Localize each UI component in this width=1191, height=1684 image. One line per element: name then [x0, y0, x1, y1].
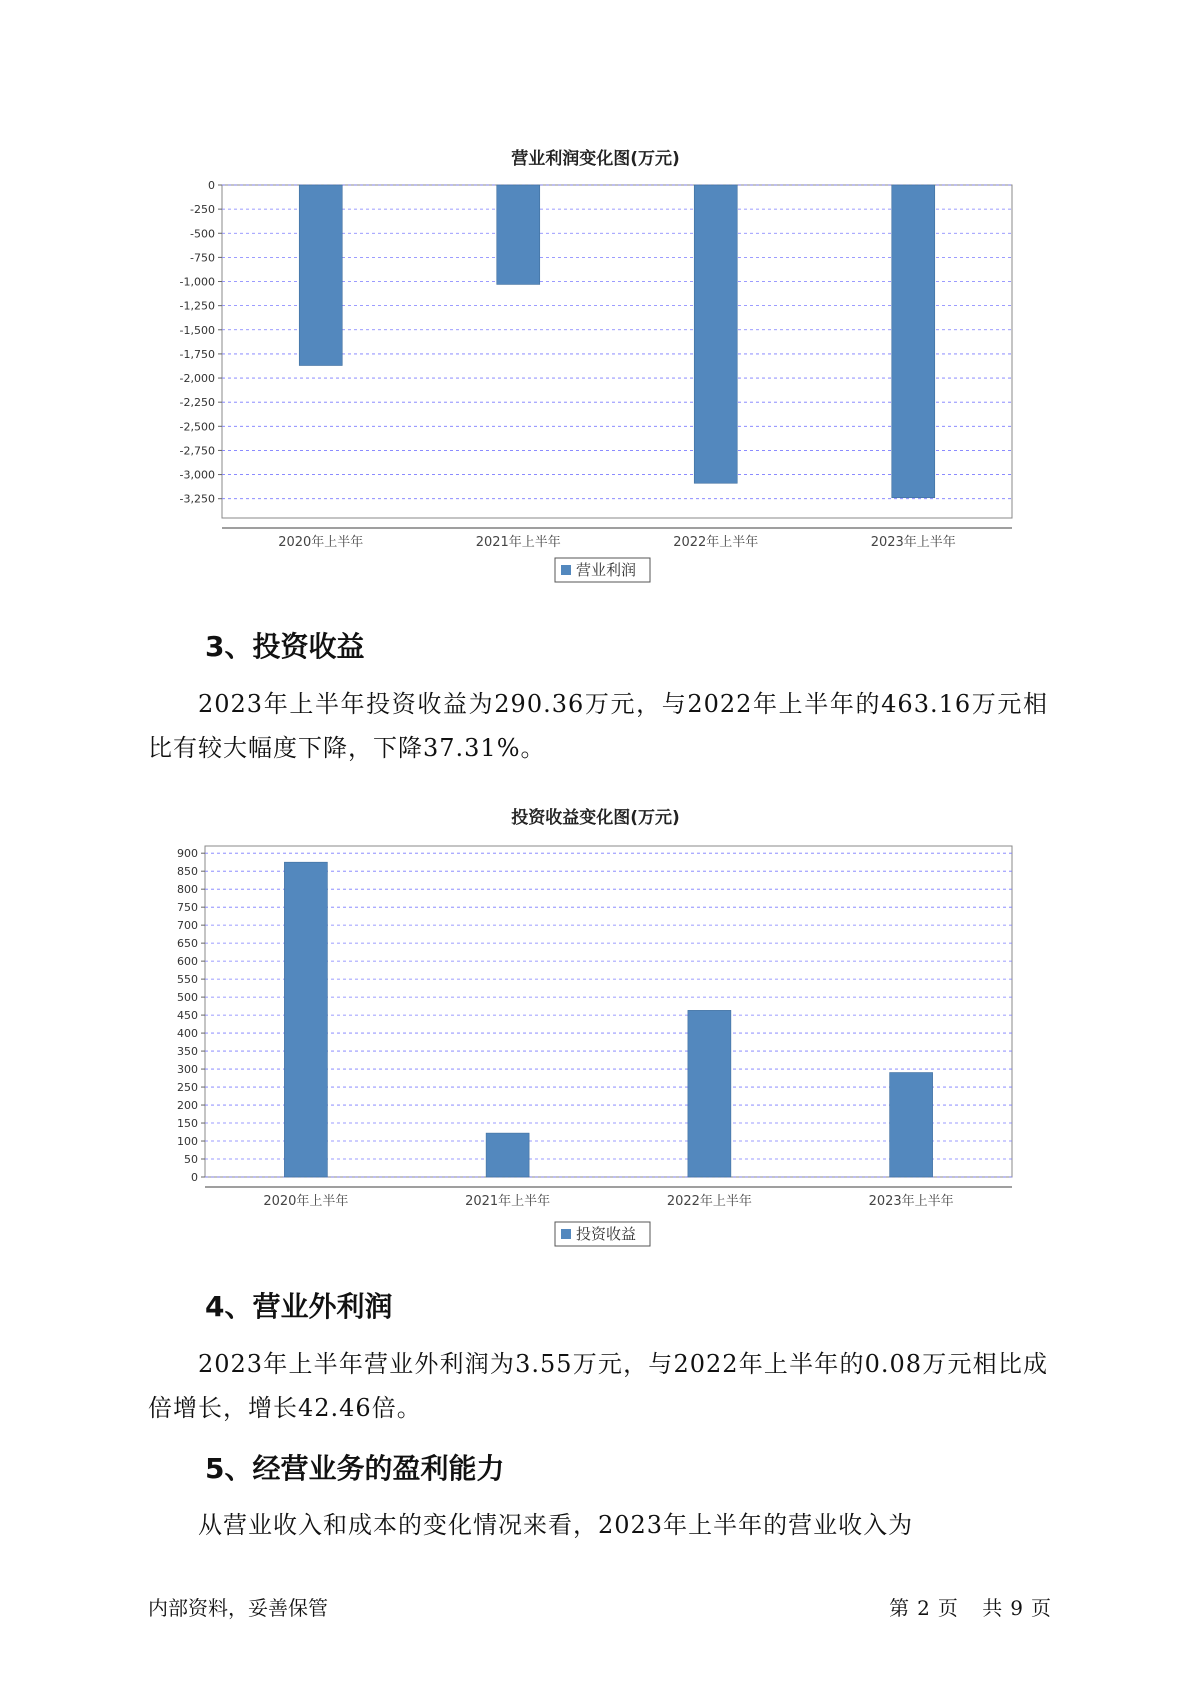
bar-1 — [299, 185, 342, 365]
x-tick-label: 2021年上半年 — [465, 1194, 551, 1209]
y-tick-label: 0 — [191, 1171, 198, 1184]
bar-2 — [486, 1133, 529, 1177]
y-tick-label: 850 — [177, 865, 198, 879]
y-tick-label: 750 — [177, 901, 198, 915]
heading-non-operating-profit: 4、营业外利润 — [205, 1290, 393, 1323]
y-tick-label: 100 — [177, 1135, 198, 1149]
legend — [555, 1222, 650, 1246]
y-tick-label: 300 — [177, 1063, 198, 1077]
paragraph-profitability — [148, 1503, 1048, 1547]
y-tick-label: 350 — [177, 1045, 198, 1059]
y-tick-label: 50 — [184, 1153, 198, 1167]
y-tick-label: 600 — [177, 955, 198, 969]
page-number: 2 — [917, 1596, 930, 1620]
y-tick-label: 200 — [177, 1099, 198, 1113]
y-tick-label: -750 — [190, 251, 215, 265]
y-tick-label: 900 — [177, 847, 198, 861]
page-prefix: 第 — [889, 1596, 910, 1620]
total-pages: 9 — [1010, 1596, 1023, 1620]
y-tick-label: 500 — [177, 991, 198, 1005]
legend-label: 营业利润 — [576, 561, 637, 579]
y-tick-label: 700 — [177, 919, 198, 933]
y-tick-label: 650 — [177, 937, 198, 951]
y-tick-label: -3,000 — [179, 468, 215, 482]
chart-operating-profit — [0, 170, 1191, 610]
bar-1 — [284, 862, 327, 1177]
x-tick-label: 2023年上半年 — [868, 1194, 954, 1209]
heading-profitability: 5、经营业务的盈利能力 — [205, 1452, 505, 1485]
y-tick-label: -250 — [190, 203, 215, 217]
bar-3 — [694, 185, 737, 483]
y-tick-label: -2,250 — [179, 396, 215, 410]
footer-page-info — [881, 1592, 1051, 1621]
legend-swatch — [561, 565, 571, 575]
x-tick-label: 2022年上半年 — [666, 1194, 752, 1209]
y-tick-label: 0 — [208, 179, 215, 192]
y-tick-label: -1,750 — [179, 347, 215, 361]
total-prefix: 共 — [982, 1596, 1003, 1620]
y-tick-label: 150 — [177, 1117, 198, 1131]
paragraph-investment-income — [148, 682, 1048, 770]
paragraph-text: 2023年上半年投资收益为290.36万元，与2022年上半年的463.16万元相比有较大幅度下降，下降37.31%。 — [148, 690, 1048, 762]
y-tick-label: -500 — [190, 227, 215, 241]
y-tick-label: -1,250 — [179, 299, 215, 313]
y-tick-label: -1,500 — [179, 323, 215, 337]
bar-3 — [688, 1010, 731, 1177]
bar-4 — [890, 1073, 933, 1177]
heading-investment-income: 3、投资收益 — [205, 630, 365, 663]
bar-2 — [497, 185, 540, 284]
legend — [555, 558, 650, 582]
x-tick-label: 2023年上半年 — [870, 535, 956, 550]
x-tick-label: 2020年上半年 — [263, 1194, 349, 1209]
x-tick-label: 2020年上半年 — [278, 535, 364, 550]
y-tick-label: 400 — [177, 1027, 198, 1041]
x-tick-label: 2021年上半年 — [475, 535, 561, 550]
y-tick-label: 550 — [177, 973, 198, 987]
y-tick-label: -1,000 — [179, 275, 215, 289]
y-tick-label: 800 — [177, 883, 198, 897]
legend-swatch — [561, 1229, 571, 1239]
legend-label: 投资收益 — [576, 1225, 637, 1243]
paragraph-non-operating-profit — [148, 1342, 1048, 1430]
total-unit: 页 — [1031, 1596, 1051, 1620]
bar-4 — [892, 185, 935, 498]
y-tick-label: 250 — [177, 1081, 198, 1095]
chart-title-operating-profit: 营业利润变化图(万元) — [511, 149, 680, 169]
chart-investment-income — [0, 830, 1191, 1250]
footer-confidential: 内部资料，妥善保管 — [148, 1596, 328, 1620]
x-tick-label: 2022年上半年 — [673, 535, 759, 550]
chart-title-investment-income: 投资收益变化图(万元) — [511, 808, 680, 828]
paragraph-text: 从营业收入和成本的变化情况来看，2023年上半年的营业收入为 — [198, 1511, 914, 1539]
y-tick-label: -2,750 — [179, 444, 215, 458]
y-tick-label: 450 — [177, 1009, 198, 1023]
y-tick-label: -2,500 — [179, 420, 215, 434]
y-tick-label: -2,000 — [179, 372, 215, 386]
y-tick-label: -3,250 — [179, 492, 215, 506]
page-unit: 页 — [937, 1596, 958, 1620]
paragraph-text: 2023年上半年营业外利润为3.55万元，与2022年上半年的0.08万元相比成倍增长，增长42.46倍。 — [148, 1350, 1048, 1422]
